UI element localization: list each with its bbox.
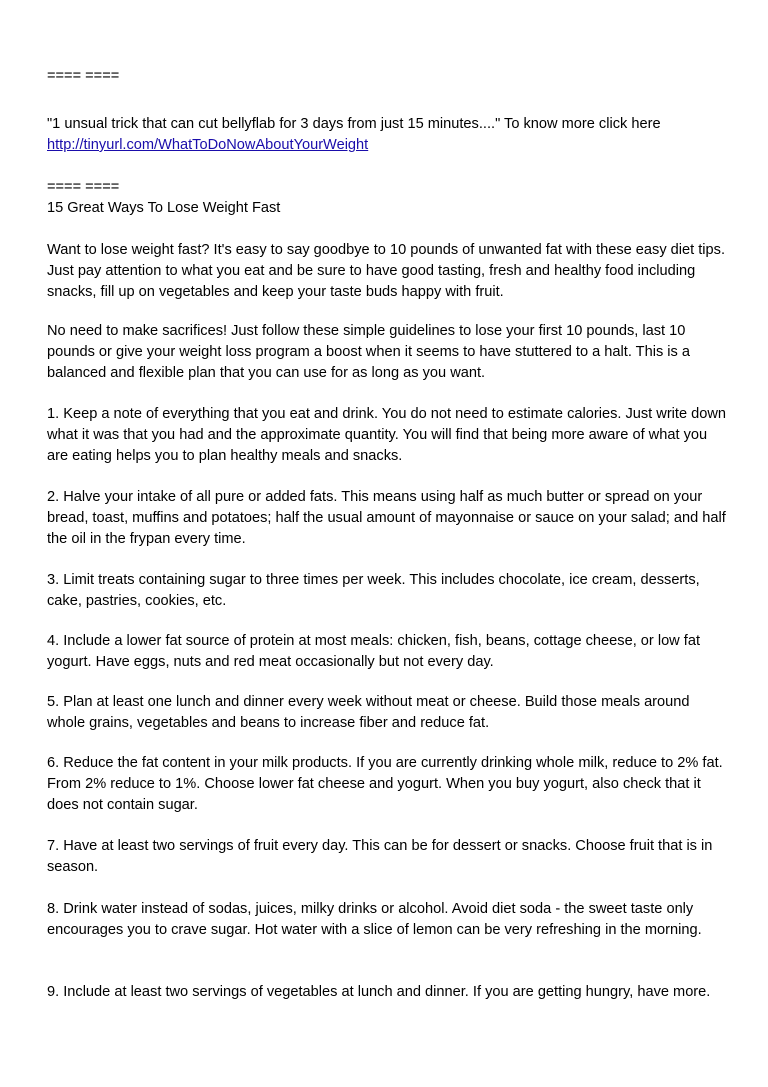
- promo-link[interactable]: http://tinyurl.com/WhatToDoNowAboutYourWeight: [47, 137, 369, 153]
- tip-7: 7. Have at least two servings of fruit every day. This can be for dessert or snacks. Choose fruit that is in season.: [47, 838, 713, 875]
- separator-top: ==== ====: [47, 68, 120, 84]
- tip-2: 2. Halve your intake of all pure or added fats. This means using half as much butter or spread on your bread, toast, muffins and potatoes; half the usual amount of mayonnaise or sauce on your salad; and half the oil in the frypan every time.: [47, 489, 726, 547]
- separator-mid: ==== ====: [47, 179, 120, 195]
- tip-3: 3. Limit treats containing sugar to three times per week. This includes chocolate, ice cream, desserts, cake, pastries, cookies, etc.: [47, 572, 700, 609]
- tip-5: 5. Plan at least one lunch and dinner every week without meat or cheese. Build those meals around whole grains, vegetables and beans to increase fiber and reduce fat.: [47, 694, 690, 731]
- promo-link-line: [47, 135, 368, 156]
- tip-4: 4. Include a lower fat source of protein at most meals: chicken, fish, beans, cottage cheese, or low fat yogurt. Have eggs, nuts and red meat occasionally but not every day.: [47, 633, 701, 670]
- tip-9: 9. Include at least two servings of vegetables at lunch and dinner. If you are getting hungry, have more.: [47, 984, 711, 1000]
- tip-8: 8. Drink water instead of sodas, juices, milky drinks or alcohol. Avoid diet soda - the sweet taste only encourages you to crave sugar. Hot water with a slice of lemon can be very refreshing in the morning.: [47, 901, 702, 938]
- promo-text: "1 unsual trick that can cut bellyflab for 3 days from just 15 minutes...." To know more click here: [47, 116, 661, 132]
- tip-6: 6. Reduce the fat content in your milk products. If you are currently drinking whole milk, reduce to 2% fat. From 2% reduce to 1%. Choose lower fat cheese and yogurt. When you buy yogurt, also check that it does not contain sugar.: [47, 755, 723, 813]
- intro-paragraph-2: No need to make sacrifices! Just follow these simple guidelines to lose your first 10 pounds, last 10 pounds or give your weight loss program a boost when it seems to have stuttered to a halt. This is a balanced and flexible plan that you can use for as long as you want.: [47, 323, 691, 381]
- intro-paragraph-1: Want to lose weight fast? It's easy to say goodbye to 10 pounds of unwanted fat with these easy diet tips. Just pay attention to what you eat and be sure to have good tasting, fresh and healthy food including snacks, fill up on vegetables and keep your taste buds happy with fruit.: [47, 242, 726, 300]
- tip-1: 1. Keep a note of everything that you eat and drink. You do not need to estimate calories. Just write down what it was that you had and the approximate quantity. You will find that being more aware of what you are eating helps you to plan healthy meals and snacks.: [47, 406, 727, 464]
- document-title: 15 Great Ways To Lose Weight Fast: [47, 200, 281, 216]
